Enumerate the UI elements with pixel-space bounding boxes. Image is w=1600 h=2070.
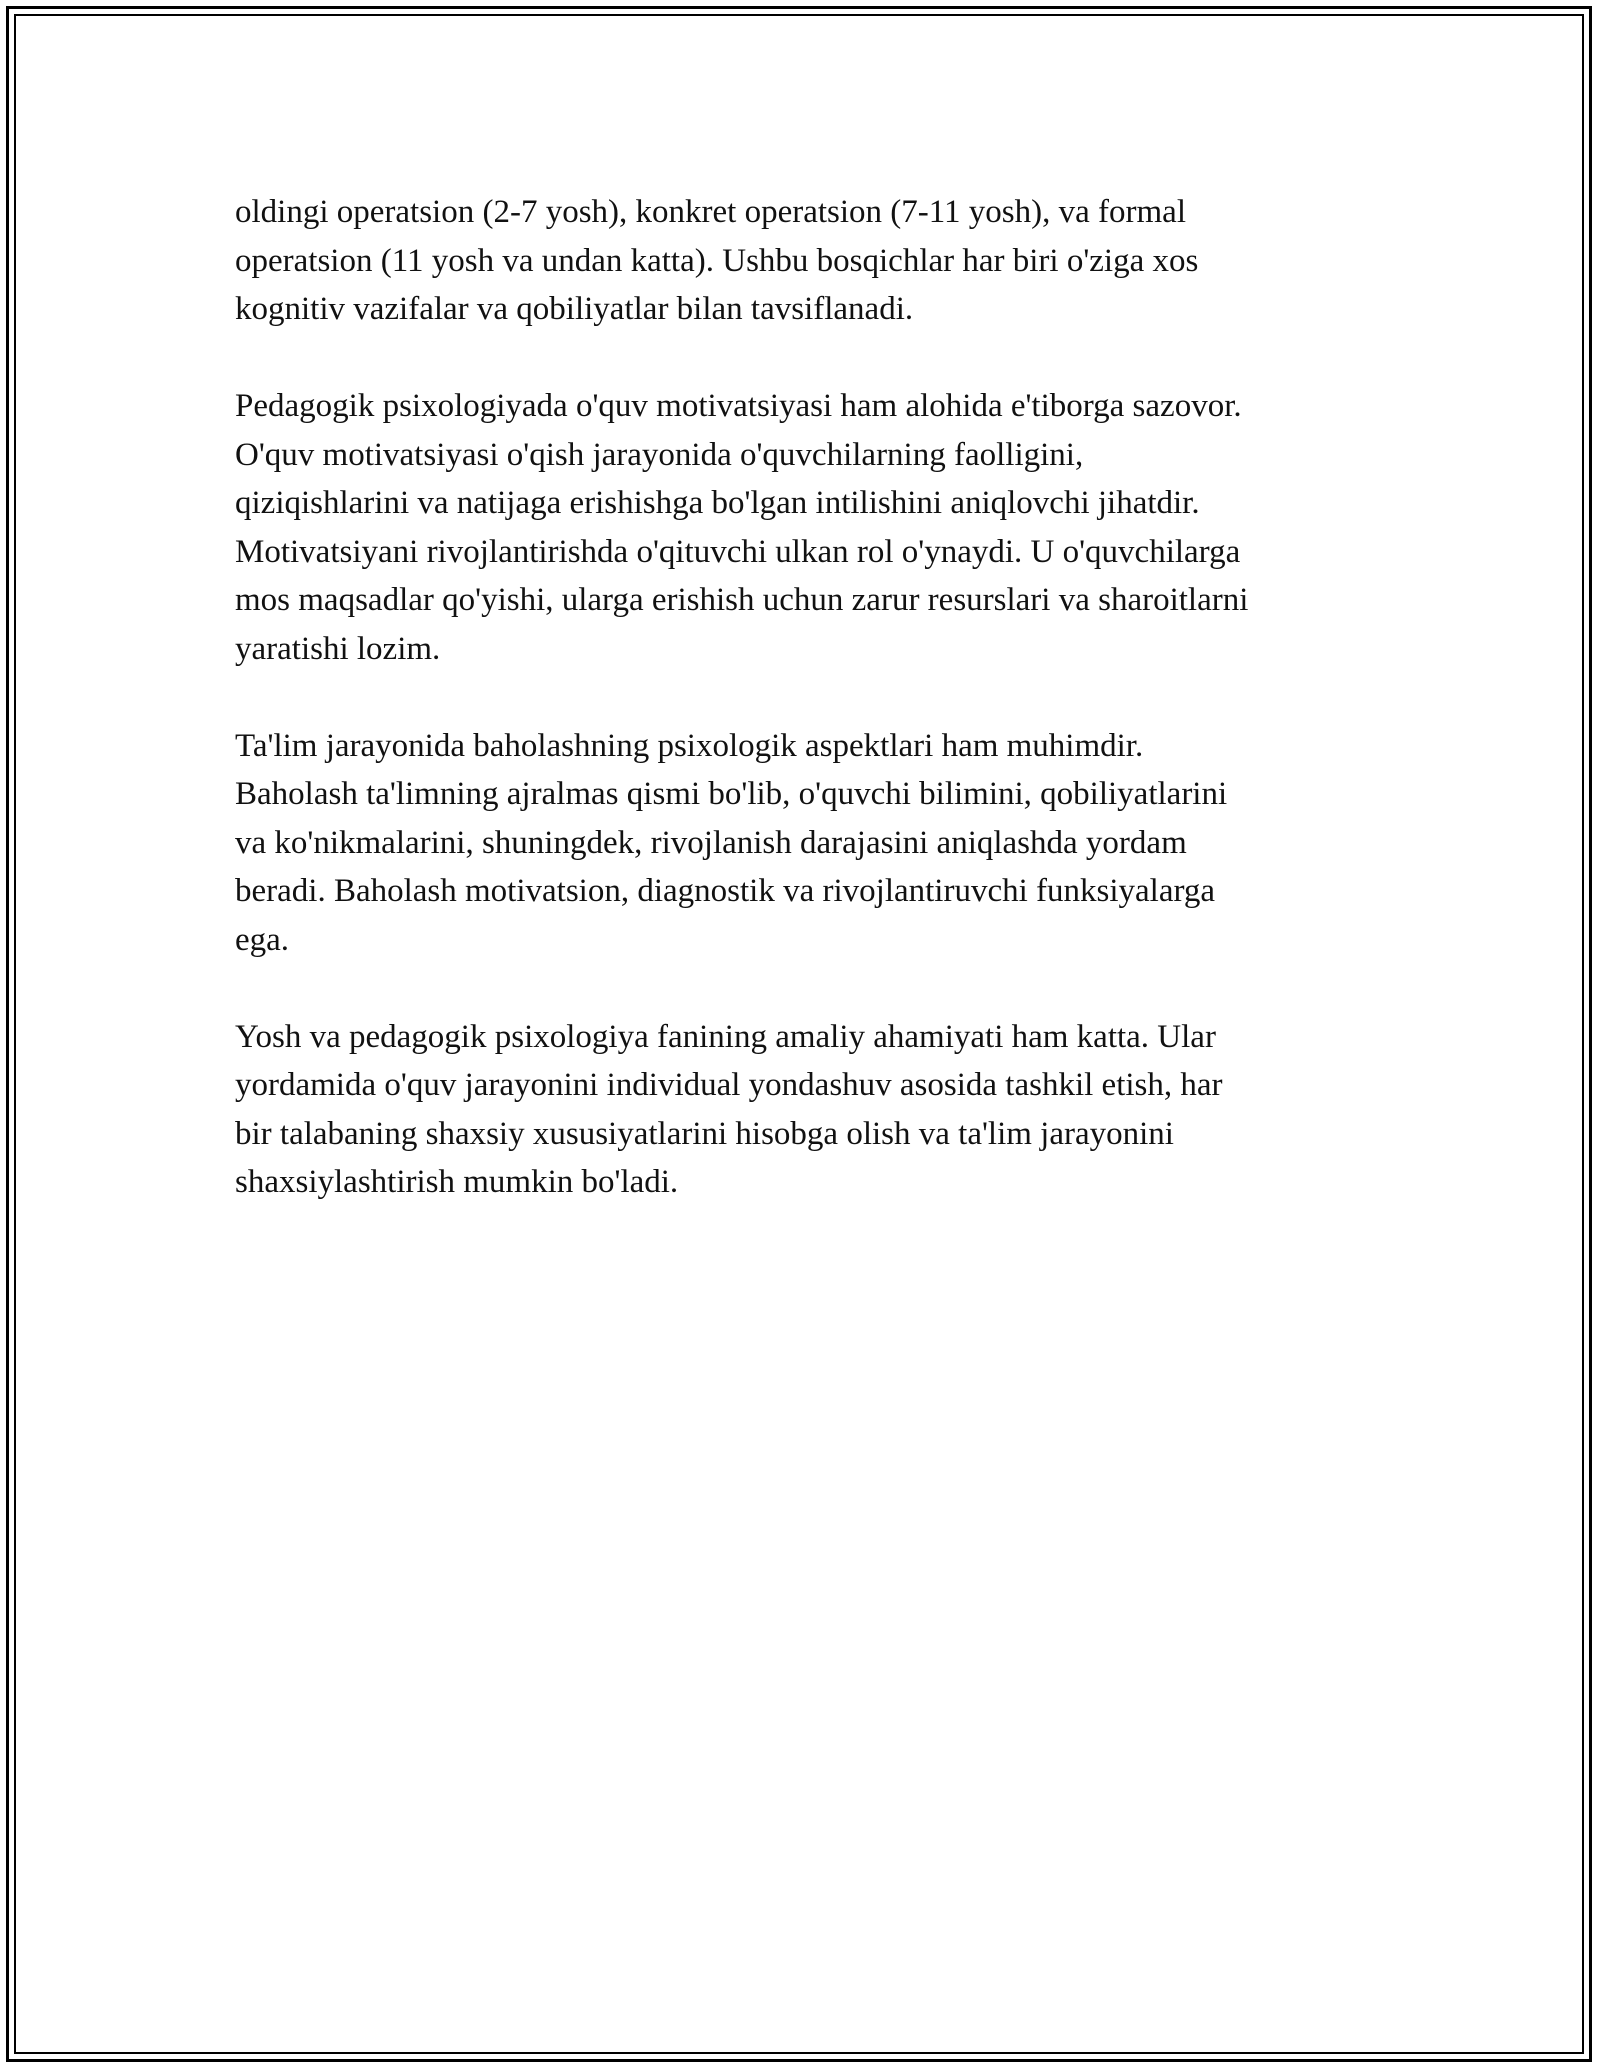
paragraph-piaget-stages: oldingi operatsion (2-7 yosh), konkret operatsion (7-11 yosh), va formal operatsion (11 yosh va undan katta). Ushbu bosqichlar har biri o'ziga xos kognitiv vazifalar va qobiliyatlar bilan tavsiflanadi. (235, 194, 1199, 327)
document-body (235, 188, 1395, 1255)
paragraph-practical-importance: Yosh va pedagogik psixologiya fanining amaliy ahamiyati ham katta. Ular yordamida o'quv jarayonini individual yondashuv asosida tashkil etish, har bir talabaning shaxsiy xususiyatlarini hisobga olish va ta'lim jarayonini shaxsiylashtirish mumkin bo'ladi. (235, 1018, 1223, 1200)
paragraph-learning-motivation: Pedagogik psixologiyada o'quv motivatsiyasi ham alohida e'tiborga sazovor. O'quv motivatsiyasi o'qish jarayonida o'quvchilarning faolligini, qiziqishlarini va natijaga erishishga bo'lgan intilishini aniqlovchi jihatdir. Motivatsiyani rivojlantirishda o'qituvchi ulkan rol o'ynaydi. U o'quvchilarga mos maqsadlar qo'yishi, ularga erishish uchun zarur resurslari va sharoitlarni yaratishi lozim. (235, 388, 1249, 667)
paragraph-assessment: Ta'lim jarayonida baholashning psixologik aspektlari ham muhimdir. Baholash ta'limning ajralmas qismi bo'lib, o'quvchi bilimini, qobiliyatlarini va ko'nikmalarini, shuningdek, rivojlanish darajasini aniqlashda yordam beradi. Baholash motivatsion, diagnostik va rivojlantiruvchi funksiyalarga ega. (235, 727, 1228, 958)
